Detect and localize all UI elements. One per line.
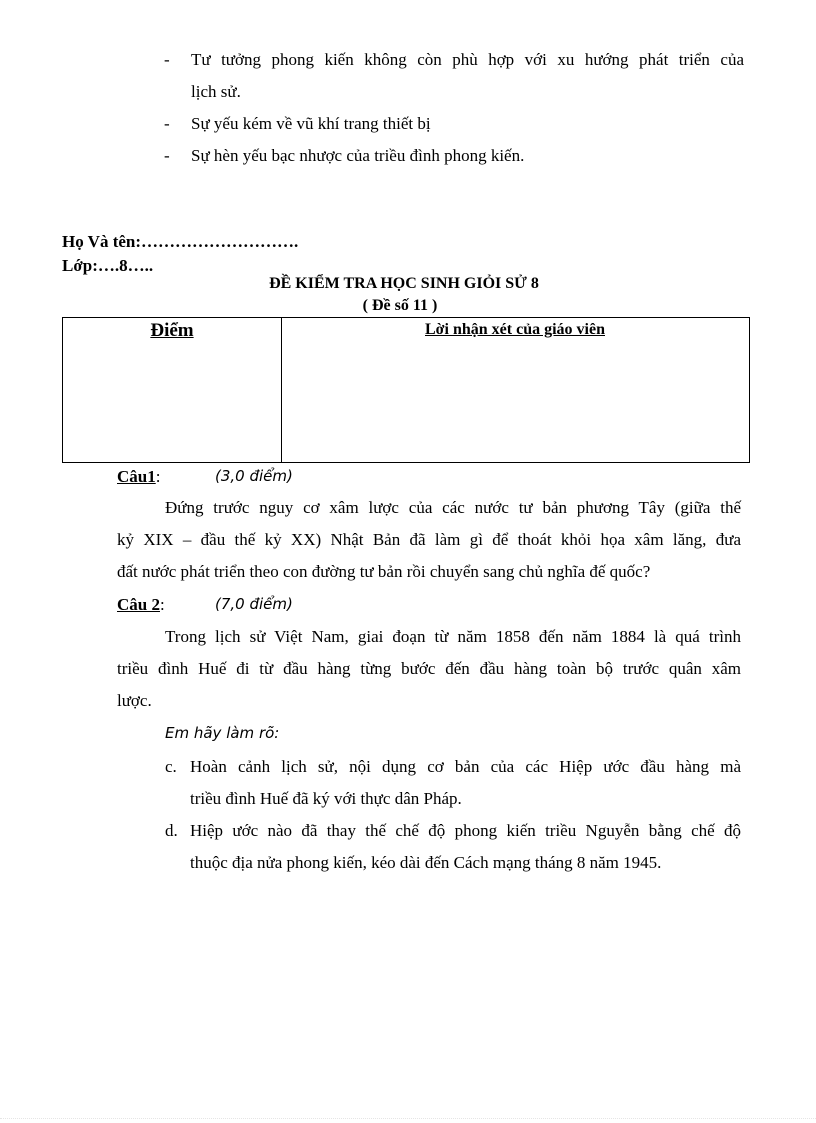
question-1-heading [117,467,293,487]
score-header: Điểm [150,320,194,341]
bullet-dash: - [164,146,170,165]
grade-table [62,317,750,463]
list-line: thuộc địa nửa phong kiến, kéo dài đến Cách mạng tháng 8 năm 1945. [190,853,662,872]
list-item [165,815,741,879]
list-line: Hiệp ước nào đã thay thế chế độ phong kiến triều Nguyễn bằng chế độ [190,821,741,840]
question-1-body [117,492,741,588]
bullet-text [191,44,744,108]
student-name-label: Họ Và tên:………………………. [62,232,299,251]
question-1-points: (3,0 điểm) [215,467,293,485]
bullet-item [164,108,744,140]
question-2-points: (7,0 điểm) [215,595,293,613]
bullet-text [191,140,744,172]
question-2-colon: : [159,595,165,614]
question-2-instruction: Em hãy làm rõ: [165,724,280,742]
question-1-label: Câu1 [117,467,156,486]
question-1-colon: : [155,467,161,486]
paragraph-line: triều đình Huế đi từ đầu hàng từng bước đến đầu hàng toàn bộ trước quân xâm [117,659,741,678]
paragraph-line: Trong lịch sử Việt Nam, giai đoạn từ năm 1858 đến năm 1884 là quá trình [165,627,741,646]
bullet-dash: - [164,50,170,69]
paragraph-line: lược. [117,691,152,710]
teacher-comment-header: Lời nhận xét của giáo viên [425,321,605,338]
bullet-line: Sự yếu kém về vũ khí trang thiết bị [191,114,431,133]
table-divider [281,318,282,462]
question-2-body [117,621,741,717]
list-item-text [190,751,741,815]
exam-subtitle: ( Đề số 11 ) [362,297,438,314]
list-marker: c. [165,757,177,776]
page-bottom-rule [0,1118,816,1119]
paragraph-line: kỷ XIX – đầu thế kỷ XX) Nhật Bản đã làm gì để thoát khỏi họa xâm lăng, đưa [117,530,741,549]
list-item-text [190,815,741,879]
bullet-dash: - [164,114,170,133]
list-line: triều đình Huế đã ký với thực dân Pháp. [190,789,462,808]
bullet-line: Sự hèn yếu bạc nhược của triều đình phong kiến. [191,146,525,165]
list-marker: d. [165,821,178,840]
bullet-item [164,44,744,108]
student-class-label: Lớp:….8….. [62,256,154,275]
question-2-label: Câu 2 [117,595,160,614]
paragraph-line: Đứng trước nguy cơ xâm lược của các nước tư bản phương Tây (giữa thế [165,498,741,517]
paragraph-line: đất nước phát triển theo con đường tư bản rồi chuyển sang chủ nghĩa đế quốc? [117,562,651,581]
exam-title: ĐỀ KIỂM TRA HỌC SINH GIỎI SỬ 8 [269,275,539,292]
list-line: Hoàn cảnh lịch sử, nội dụng cơ bản của các Hiệp ước đầu hàng mà [190,757,741,776]
bullet-line: Tư tưởng phong kiến không còn phù hợp với xu hướng phát triển của [191,50,744,69]
question-2-heading [117,595,293,615]
list-item [165,751,741,815]
bullet-text [191,108,744,140]
bullet-line: lịch sử. [191,82,241,101]
bullet-item [164,140,744,172]
